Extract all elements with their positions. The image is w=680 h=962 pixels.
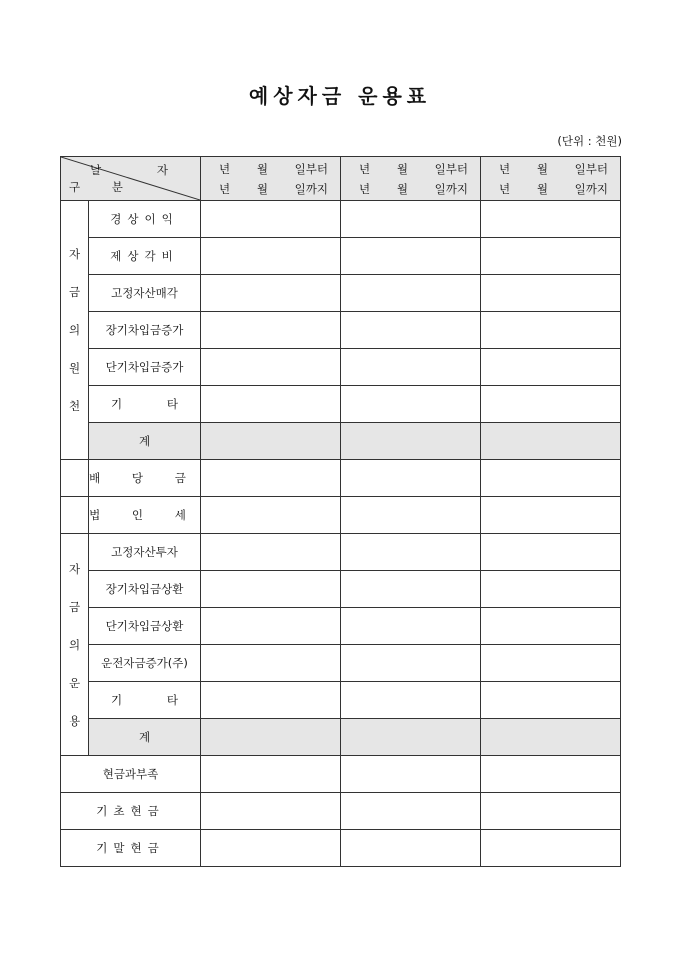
value-cell[interactable] xyxy=(201,460,341,497)
period-header-1: 년 월 일부터 년 월 일까지 xyxy=(201,157,341,201)
value-cell[interactable] xyxy=(481,201,621,238)
table-row xyxy=(61,793,621,830)
value-cell[interactable] xyxy=(341,793,481,830)
value-cell[interactable] xyxy=(481,275,621,312)
value-cell[interactable] xyxy=(481,682,621,719)
value-cell[interactable] xyxy=(341,571,481,608)
value-cell[interactable] xyxy=(481,645,621,682)
period-header-3: 년 월 일부터 년 월 일까지 xyxy=(481,157,621,201)
period-header-2: 년 월 일부터 년 월 일까지 xyxy=(341,157,481,201)
row-label: 경상이익 xyxy=(89,201,201,238)
table-row xyxy=(61,571,621,608)
empty-group-cell xyxy=(61,497,89,534)
value-cell[interactable] xyxy=(481,830,621,867)
row-label: 기초현금 xyxy=(61,793,201,830)
value-cell[interactable] xyxy=(341,349,481,386)
value-cell[interactable] xyxy=(201,682,341,719)
row-label: 고정자산매각 xyxy=(89,275,201,312)
value-cell[interactable] xyxy=(481,719,621,756)
value-cell[interactable] xyxy=(341,275,481,312)
table-row xyxy=(61,386,621,423)
value-cell[interactable] xyxy=(341,756,481,793)
value-cell[interactable] xyxy=(341,423,481,460)
value-cell[interactable] xyxy=(201,386,341,423)
fund-table xyxy=(60,156,621,867)
value-cell[interactable] xyxy=(481,386,621,423)
table-row xyxy=(61,756,621,793)
table-row xyxy=(61,275,621,312)
row-label: 제상각비 xyxy=(89,238,201,275)
value-cell[interactable] xyxy=(201,201,341,238)
table-row xyxy=(61,682,621,719)
value-cell[interactable] xyxy=(201,719,341,756)
value-cell[interactable] xyxy=(341,386,481,423)
value-cell[interactable] xyxy=(481,423,621,460)
table-row xyxy=(61,645,621,682)
header-row xyxy=(61,157,621,201)
row-label: 고정자산투자 xyxy=(89,534,201,571)
value-cell[interactable] xyxy=(341,830,481,867)
table-row xyxy=(61,608,621,645)
value-cell[interactable] xyxy=(481,460,621,497)
row-label: 단기차입금상환 xyxy=(89,608,201,645)
table-row xyxy=(61,201,621,238)
row-label: 기말현금 xyxy=(61,830,201,867)
table-row xyxy=(61,534,621,571)
value-cell[interactable] xyxy=(341,460,481,497)
value-cell[interactable] xyxy=(341,645,481,682)
value-cell[interactable] xyxy=(201,312,341,349)
unit-label: (단위 : 천원) xyxy=(557,134,622,148)
value-cell[interactable] xyxy=(341,682,481,719)
table-row xyxy=(61,349,621,386)
value-cell[interactable] xyxy=(341,608,481,645)
table-row xyxy=(61,830,621,867)
row-label-total: 계 xyxy=(89,423,201,460)
value-cell[interactable] xyxy=(201,534,341,571)
value-cell[interactable] xyxy=(481,571,621,608)
value-cell[interactable] xyxy=(481,497,621,534)
row-label: 장기차입금상환 xyxy=(89,571,201,608)
value-cell[interactable] xyxy=(481,312,621,349)
category-header-label: 구 분 xyxy=(69,180,137,194)
value-cell[interactable] xyxy=(201,793,341,830)
value-cell[interactable] xyxy=(481,349,621,386)
value-cell[interactable] xyxy=(481,608,621,645)
value-cell[interactable] xyxy=(481,793,621,830)
table-row xyxy=(61,460,621,497)
value-cell[interactable] xyxy=(481,238,621,275)
value-cell[interactable] xyxy=(201,756,341,793)
header-diagonal-cell xyxy=(61,157,201,201)
sources-group-label: 자 금 의 원 천 xyxy=(61,201,89,460)
value-cell[interactable] xyxy=(201,349,341,386)
table-row xyxy=(61,238,621,275)
value-cell[interactable] xyxy=(201,571,341,608)
value-cell[interactable] xyxy=(201,275,341,312)
value-cell[interactable] xyxy=(201,645,341,682)
row-label: 현금과부족 xyxy=(61,756,201,793)
row-label: 법 인 세 xyxy=(89,497,201,534)
uses-group-label: 자 금 의 운 용 xyxy=(61,534,89,756)
table-row-total xyxy=(61,423,621,460)
value-cell[interactable] xyxy=(201,497,341,534)
value-cell[interactable] xyxy=(341,201,481,238)
value-cell[interactable] xyxy=(481,534,621,571)
value-cell[interactable] xyxy=(201,830,341,867)
row-label: 배 당 금 xyxy=(89,460,201,497)
value-cell[interactable] xyxy=(341,534,481,571)
value-cell[interactable] xyxy=(201,423,341,460)
empty-group-cell xyxy=(61,460,89,497)
row-label: 단기차입금증가 xyxy=(89,349,201,386)
row-label: 장기차입금증가 xyxy=(89,312,201,349)
page-title: 예상자금 운용표 xyxy=(248,84,432,108)
value-cell[interactable] xyxy=(201,238,341,275)
table-row xyxy=(61,497,621,534)
value-cell[interactable] xyxy=(341,312,481,349)
value-cell[interactable] xyxy=(341,719,481,756)
row-label: 운전자금증가(주) xyxy=(89,645,201,682)
value-cell[interactable] xyxy=(201,608,341,645)
value-cell[interactable] xyxy=(341,497,481,534)
row-label-other: 기 타 xyxy=(89,682,201,719)
date-header-label: 날 자 xyxy=(90,163,194,177)
row-label-total: 계 xyxy=(89,719,201,756)
table-row xyxy=(61,312,621,349)
row-label-other: 기 타 xyxy=(89,386,201,423)
value-cell[interactable] xyxy=(341,238,481,275)
table-row-total xyxy=(61,719,621,756)
value-cell[interactable] xyxy=(481,756,621,793)
